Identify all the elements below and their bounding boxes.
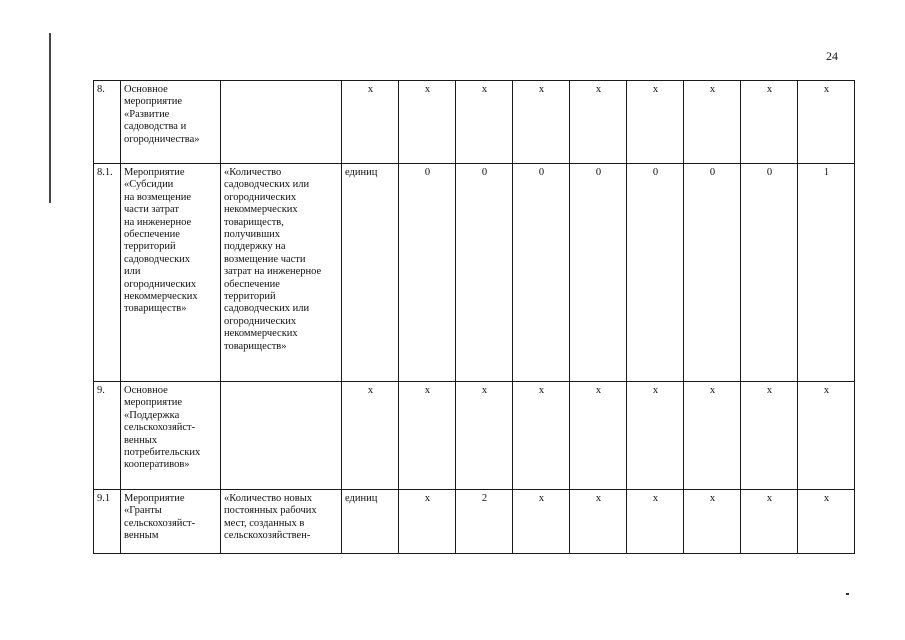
value-cell (456, 164, 513, 382)
value-cell-text: x (766, 493, 773, 504)
value-cell (513, 81, 570, 164)
value-cell-text: 0 (595, 167, 602, 178)
table-row (94, 490, 855, 554)
value-cell (798, 81, 855, 164)
value-cell (570, 164, 627, 382)
value-cell-text: x (367, 385, 374, 396)
value-cell (342, 81, 399, 164)
value-cell-text: 0 (481, 167, 488, 178)
value-cell (399, 81, 456, 164)
value-cell-text: 1 (823, 167, 830, 178)
value-cell (513, 382, 570, 490)
value-cell-text: x (823, 84, 830, 95)
activity-name-text: Основное мероприятие «Поддержка сельскохозяйст- венных потребительских кооперативов» (124, 385, 201, 471)
row-number-text: 8.1. (97, 167, 113, 178)
table-body (94, 81, 855, 554)
value-cell (399, 490, 456, 554)
scan-speck (846, 593, 849, 595)
value-cell-text: x (424, 493, 431, 504)
row-number (94, 81, 121, 164)
activity-name-text: Основное мероприятие «Развитие садоводства и огородничества» (124, 84, 200, 145)
value-cell (684, 382, 741, 490)
value-cell (570, 490, 627, 554)
value-cell (684, 164, 741, 382)
indicator-table (93, 80, 855, 554)
value-cell-text: 0 (652, 167, 659, 178)
value-cell (627, 382, 684, 490)
value-cell (342, 382, 399, 490)
value-cell-text: x (424, 84, 431, 95)
value-cell (798, 490, 855, 554)
table-row (94, 382, 855, 490)
activity-name (121, 382, 221, 490)
value-cell (399, 382, 456, 490)
value-cell-text: x (709, 385, 716, 396)
value-cell (627, 81, 684, 164)
indicator-name (221, 81, 342, 164)
value-cell (456, 490, 513, 554)
unit-cell (342, 490, 399, 554)
margin-line (49, 33, 51, 203)
activity-name (121, 81, 221, 164)
unit-cell-text: единиц (345, 493, 378, 504)
value-cell (456, 81, 513, 164)
value-cell (513, 490, 570, 554)
value-cell-text: x (766, 84, 773, 95)
value-cell-text: x (481, 385, 488, 396)
value-cell (570, 382, 627, 490)
value-cell (627, 490, 684, 554)
value-cell (627, 164, 684, 382)
value-cell-text: x (595, 493, 602, 504)
value-cell-text: 0 (766, 167, 773, 178)
value-cell (741, 490, 798, 554)
activity-name-text: Мероприятие «Субсидии на возмещение части затрат на инженерное обеспечение территорий садоводческих или огороднических некоммерческих товариществ» (124, 167, 198, 315)
value-cell (741, 81, 798, 164)
value-cell-text: 2 (481, 493, 488, 504)
value-cell-text: x (367, 84, 374, 95)
value-cell (741, 382, 798, 490)
table-row (94, 81, 855, 164)
page-number: 24 (826, 49, 838, 63)
value-cell-text: x (538, 385, 545, 396)
value-cell-text: x (823, 385, 830, 396)
row-number-text: 9. (97, 385, 105, 396)
row-number-text: 8. (97, 84, 105, 95)
value-cell-text: x (652, 493, 659, 504)
value-cell (570, 81, 627, 164)
value-cell (399, 164, 456, 382)
value-cell-text: x (823, 493, 830, 504)
indicator-name (221, 164, 342, 382)
row-number (94, 164, 121, 382)
row-number (94, 490, 121, 554)
value-cell-text: x (595, 385, 602, 396)
value-cell-text: x (481, 84, 488, 95)
value-cell-text: x (538, 493, 545, 504)
activity-name (121, 490, 221, 554)
value-cell-text: x (538, 84, 545, 95)
value-cell-text: x (424, 385, 431, 396)
value-cell-text: 0 (709, 167, 716, 178)
row-number-text: 9.1 (97, 493, 111, 504)
value-cell-text: x (652, 84, 659, 95)
activity-name (121, 164, 221, 382)
value-cell (684, 81, 741, 164)
indicator-name (221, 382, 342, 490)
value-cell-text: 0 (424, 167, 431, 178)
unit-cell-text: единиц (345, 167, 378, 178)
value-cell (798, 164, 855, 382)
value-cell-text: x (709, 84, 716, 95)
indicator-name-text: «Количество садоводческих или огороднических некоммерческих товариществ, получивших поддержку на возмещение части затрат на инженерное обеспечение территорий садоводческих или огороднических некоммерческих товариществ» (224, 167, 322, 352)
value-cell-text: 0 (538, 167, 545, 178)
table-row (94, 164, 855, 382)
indicator-name (221, 490, 342, 554)
unit-cell (342, 164, 399, 382)
value-cell (456, 382, 513, 490)
value-cell-text: x (709, 493, 716, 504)
value-cell-text: x (766, 385, 773, 396)
activity-name-text: Мероприятие «Гранты сельскохозяйст- венным (124, 493, 196, 542)
value-cell (684, 490, 741, 554)
value-cell-text: x (595, 84, 602, 95)
value-cell (513, 164, 570, 382)
row-number (94, 382, 121, 490)
value-cell (741, 164, 798, 382)
value-cell-text: x (652, 385, 659, 396)
value-cell (798, 382, 855, 490)
indicator-name-text: «Количество новых постоянных рабочих мест, созданных в сельскохозяйствен- (224, 493, 317, 542)
